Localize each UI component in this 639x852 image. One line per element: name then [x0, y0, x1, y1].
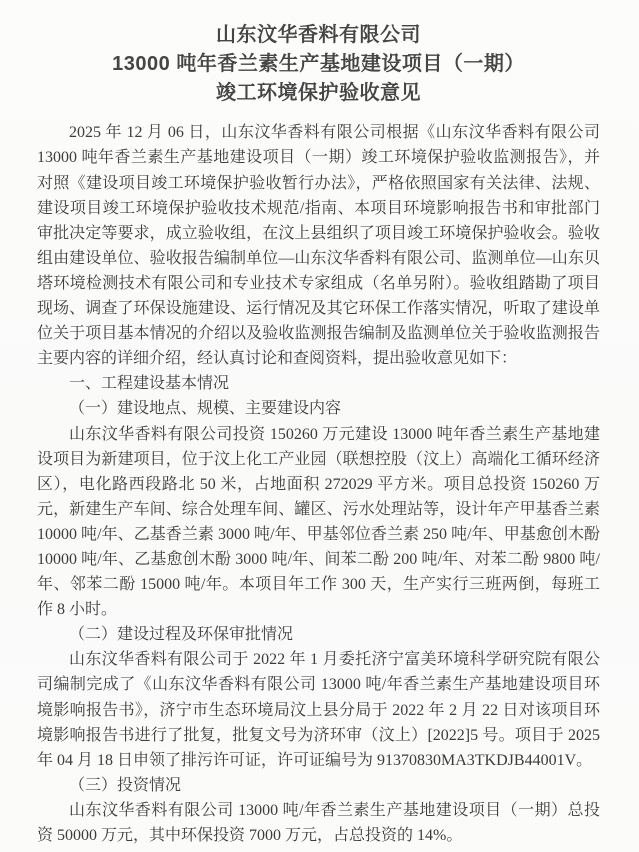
- title-document-type: 竣工环境保护验收意见: [216, 81, 421, 104]
- document-title: [37, 21, 600, 107]
- subsection-heading-investment: （三）投资情况: [69, 776, 182, 794]
- intro-paragraph-acceptance-meeting: 2025 年 12 月 06 日，山东汶华香料有限公司根据《山东汶华香料有限公司 13000 吨年香兰素生产基地建设项目（一期）竣工环境保护验收监测报告》，并对照《建设项目竣工环境保护验收暂行办法》，严格依照国家有关法律、法规、建设项目竣工环境保护验收技术规范/指南、本项目环境影响报告书和审批部门审批决定等要求，成立验收组，在汶上县组织了项目竣工环境保护验收会。验收组由建设单位、验收报告编制单位—山东汶华香料有限公司、监测单位—山东贝塔环境检测技术有限公司和专业技术专家组成（名单另附）。验收组踏勘了项目现场、调查了环保设施建设、运行情况及其它环保工作落实情况，听取了建设单位关于项目基本情况的介绍以及验收监测报告编制及监测单位关于验收监测报告主要内容的详细介绍，经认真讨论和查阅资料，提出验收意见如下：: [37, 124, 600, 368]
- title-company-name: 山东汶华香料有限公司: [216, 24, 421, 46]
- paragraph-construction-approval: 山东汶华香料有限公司于 2022 年 1 月委托济宁富美环境科学研究院有限公司编制完成了《山东汶华香料有限公司 13000 吨/年香兰素生产基地建设项目环境影响报告书》，济宁市生态环境局汶上县分局于 2022 年 2 月 22 日对该项目环境影响报告书进行了批复，批复文号为济环审（汶上）[2022]5 号。项目于 2025 年 04 月 18 日申领了排污许可证，许可证编号为 91370830MA3TKDJB44001V。: [37, 651, 600, 769]
- subsection-heading-location-scale-content: （一）建设地点、规模、主要建设内容: [69, 400, 342, 418]
- paragraph-investment: 山东汶华香料有限公司 13000 吨/年香兰素生产基地建设项目（一期）总投资 50000 万元，其中环保投资 7000 万元，占总投资的 14%。: [37, 801, 600, 845]
- paragraph-location-scale-content: 山东汶华香料有限公司投资 150260 万元建设 13000 吨年香兰素生产基地建设项目为新建项目，位于汶上化工产业园（联想控股（汶上）高端化工循环经济区），电化路西段路北 50 米，占地面积 272029 平方米。项目总投资 150260 万元，新建生产车间、综合处理车间、罐区、污水处理站等，设计年产甲基香兰素 10000 吨/年、乙基香兰素 3000 吨/年、甲基邻位香兰素 250 吨/年、甲基愈创木酚 10000 吨/年、乙基愈创木酚 3000 吨/年、间苯二酚 200 吨/年、对苯二酚 9800 吨/年、邻苯二酚 15000 吨/年。本项目年工作 300 天，生产实行三班两倒，每班工作 8 小时。: [37, 425, 600, 619]
- document-body: [37, 120, 600, 848]
- title-project-name: 13000 吨年香兰素生产基地建设项目（一期）: [112, 52, 525, 75]
- subsection-heading-construction-approval: （二）建设过程及环保审批情况: [69, 626, 294, 644]
- section-heading-project-construction: 一、工程建设基本情况: [69, 375, 230, 393]
